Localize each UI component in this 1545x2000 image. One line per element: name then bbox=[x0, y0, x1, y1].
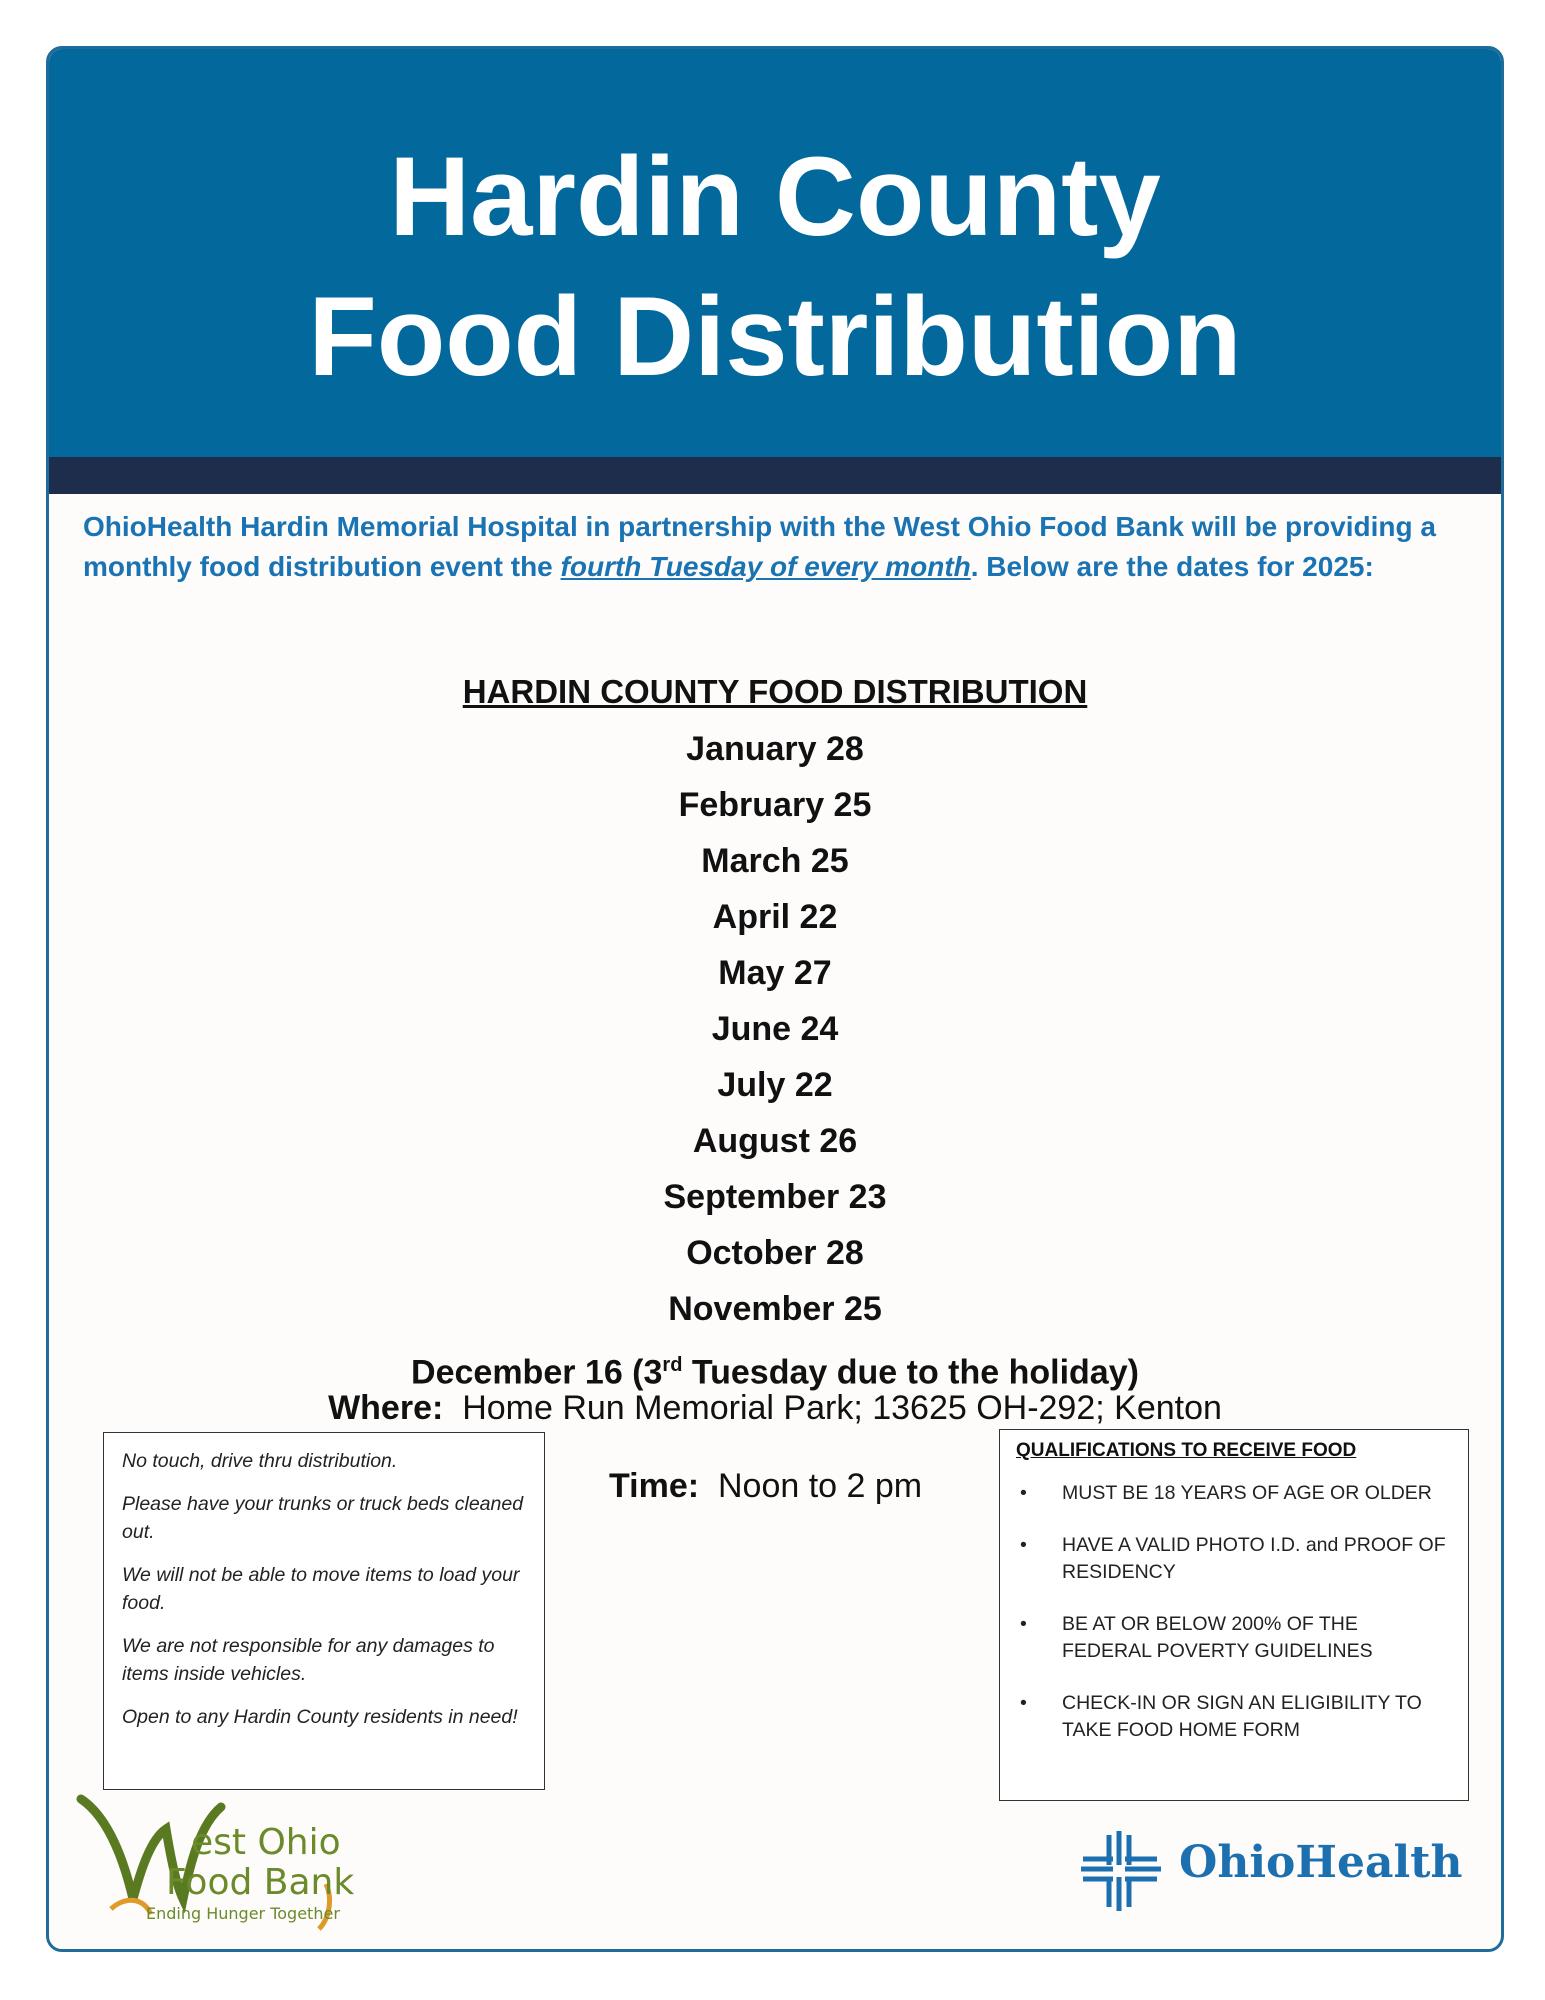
where-value: Home Run Memorial Park; 13625 OH-292; Kenton bbox=[462, 1389, 1222, 1427]
date-item: March 25 bbox=[701, 842, 849, 880]
qualification-text: MUST BE 18 YEARS OF AGE OR OLDER bbox=[1062, 1482, 1432, 1504]
date-item: June 24 bbox=[711, 1010, 839, 1048]
ohiohealth-logo bbox=[1079, 1829, 1469, 1919]
bullet-icon: • bbox=[1020, 1482, 1027, 1504]
time-line bbox=[609, 1467, 922, 1506]
west-ohio-food-bank-logo bbox=[71, 1789, 371, 1939]
date-item: October 28 bbox=[686, 1234, 864, 1272]
december-pre: December 16 (3 bbox=[411, 1353, 663, 1392]
date-item: September 23 bbox=[663, 1178, 887, 1216]
time-value: Noon to 2 pm bbox=[717, 1467, 923, 1505]
qualifications-title: QUALIFICATIONS TO RECEIVE FOOD bbox=[1016, 1440, 1357, 1461]
ohiohealth-mark-icon bbox=[1079, 1829, 1163, 1913]
intro-text-2: . Below are the dates for 2025: bbox=[970, 551, 1374, 582]
note-item: Open to any Hardin County residents in need! bbox=[122, 1706, 518, 1728]
bullet-icon: • bbox=[1020, 1692, 1027, 1714]
qualification-text: BE AT OR BELOW 200% OF THE FEDERAL POVERTY GUIDELINES bbox=[1062, 1613, 1373, 1662]
where-line bbox=[49, 1389, 1501, 1428]
note-item: We will not be able to move items to load your food. bbox=[122, 1564, 520, 1614]
wofb-tagline: Ending Hunger Together bbox=[146, 1904, 340, 1923]
header-divider-band bbox=[49, 457, 1501, 494]
date-item: August 26 bbox=[692, 1122, 858, 1160]
date-item: April 22 bbox=[712, 898, 838, 936]
bullet-icon: • bbox=[1020, 1534, 1027, 1556]
qualifications-box bbox=[999, 1429, 1469, 1801]
bullet-icon: • bbox=[1020, 1613, 1027, 1635]
time-label: Time: bbox=[609, 1467, 700, 1505]
december-post: Tuesday due to the holiday) bbox=[682, 1353, 1139, 1392]
qualification-item bbox=[1016, 1480, 1452, 1507]
title-line-2: Food Distribution bbox=[308, 274, 1242, 399]
notes-box bbox=[103, 1432, 545, 1790]
date-item: February 25 bbox=[678, 786, 872, 824]
header-banner bbox=[49, 49, 1501, 457]
qualification-item bbox=[1016, 1611, 1452, 1665]
note-item: No touch, drive thru distribution. bbox=[122, 1450, 398, 1472]
qualification-item bbox=[1016, 1532, 1452, 1586]
ohiohealth-wordmark: OhioHealth bbox=[1179, 1837, 1463, 1888]
qualification-item bbox=[1016, 1690, 1452, 1744]
title-line-1: Hardin County bbox=[389, 134, 1161, 259]
date-item: January 28 bbox=[686, 730, 864, 768]
date-item-december bbox=[49, 1337, 1501, 1393]
schedule-title: HARDIN COUNTY FOOD DISTRIBUTION bbox=[462, 673, 1088, 710]
date-item: July 22 bbox=[717, 1066, 833, 1104]
date-item: November 25 bbox=[668, 1290, 882, 1328]
wofb-line2: Food Bank bbox=[166, 1862, 355, 1903]
intro-text-1: OhioHealth Hardin Memorial Hospital in partnership with the West Ohio Food Bank will be providing a monthly food distribution event the bbox=[83, 511, 1436, 582]
intro-emphasis: fourth Tuesday of every month bbox=[560, 551, 971, 582]
qualification-text: CHECK-IN OR SIGN AN ELIGIBILITY TO TAKE FOOD HOME FORM bbox=[1062, 1692, 1422, 1741]
where-label: Where: bbox=[328, 1389, 444, 1427]
intro-paragraph bbox=[83, 507, 1483, 587]
december-sup: rd bbox=[662, 1354, 683, 1376]
note-item: We are not responsible for any damages to items inside vehicles. bbox=[122, 1635, 495, 1685]
wofb-line1: est Ohio bbox=[191, 1822, 341, 1863]
flyer-frame bbox=[46, 46, 1504, 1952]
note-item: Please have your trunks or truck beds cleaned out. bbox=[122, 1493, 524, 1543]
qualification-text: HAVE A VALID PHOTO I.D. and PROOF OF RESIDENCY bbox=[1062, 1534, 1446, 1583]
date-item: May 27 bbox=[718, 954, 832, 992]
date-list bbox=[49, 721, 1501, 1393]
